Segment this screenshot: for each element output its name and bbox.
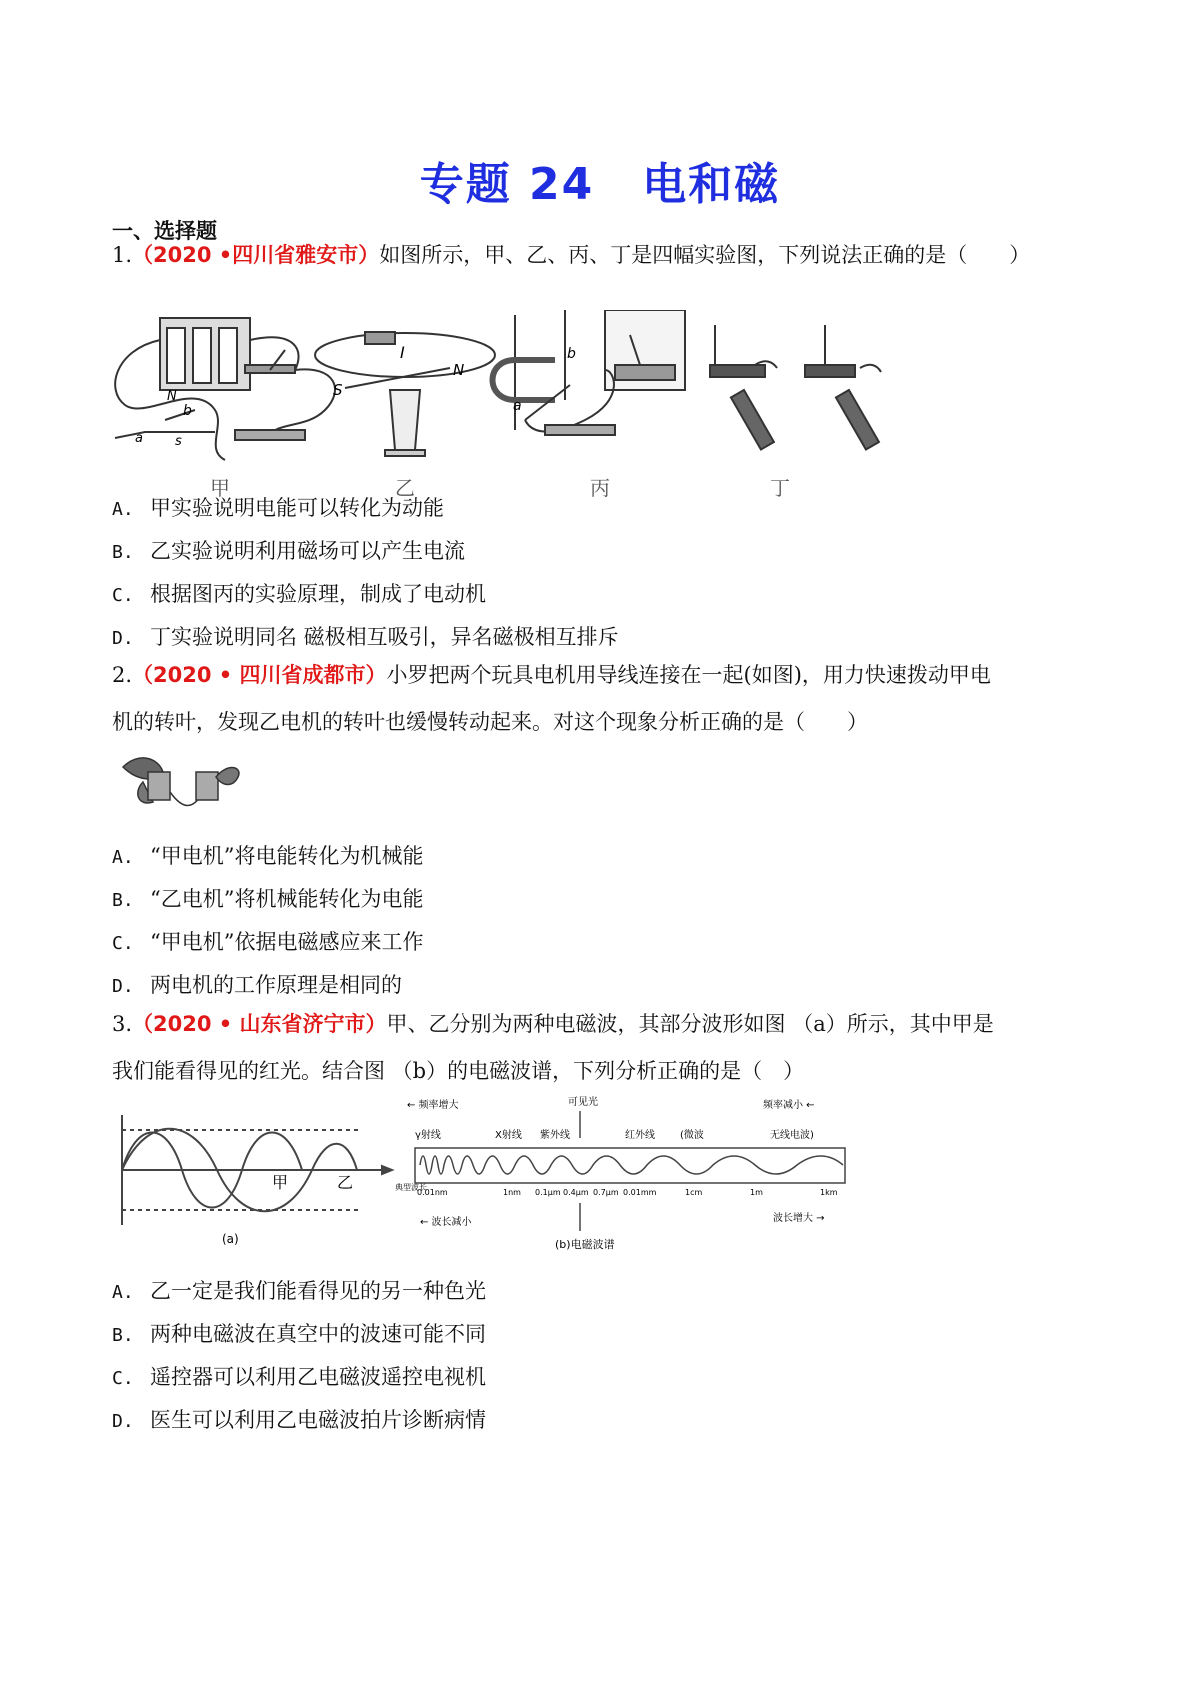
- wavelength-1: 1nm: [503, 1188, 521, 1197]
- question-text-line2: 机的转叶，发现乙电机的转叶也缓慢转动起来。对这个现象分析正确的是（ ）: [112, 710, 868, 734]
- wavelength-decrease-label: ← 波长减小: [420, 1217, 472, 1228]
- wavelength-4: 0.7μm: [593, 1188, 619, 1197]
- wavelength-5: 0.01mm: [623, 1188, 657, 1197]
- visible-light-label: 可见光: [568, 1097, 598, 1108]
- question-source: （2020 • 山东省济宁市）: [132, 1012, 387, 1036]
- title-part2: 电和磁: [642, 159, 781, 210]
- fig-b-caption: (b)电磁波谱: [555, 1238, 615, 1251]
- band-xray: X射线: [495, 1130, 522, 1141]
- question-1: [112, 232, 1102, 279]
- figure-label-jia: 甲: [210, 476, 230, 500]
- figure-label-ding: 丁: [770, 476, 790, 500]
- page-title: [0, 148, 1200, 212]
- band-gamma: γ射线: [415, 1130, 441, 1141]
- svg-text:s: s: [175, 434, 182, 449]
- q1-option-c[interactable]: C. 根据图丙的实验原理，制成了电动机: [112, 582, 486, 606]
- svg-text:a: a: [513, 398, 522, 414]
- band-uv: 紫外线: [540, 1130, 570, 1141]
- svg-text:b: b: [183, 403, 192, 419]
- question-number: 1.: [112, 243, 133, 267]
- wavelength-7: 1m: [750, 1188, 763, 1197]
- question-3: [112, 1001, 1102, 1095]
- svg-text:N: N: [167, 389, 177, 404]
- wave-label-jia: 甲: [272, 1173, 289, 1192]
- question-source: （2020 •四川省雅安市）: [132, 243, 380, 267]
- band-ir: 红外线: [625, 1130, 655, 1141]
- svg-text:a: a: [135, 431, 143, 446]
- title-part1: 专题 24: [419, 159, 595, 210]
- question-2: [112, 652, 1102, 746]
- band-microwave: (微波: [680, 1130, 704, 1141]
- wavelength-row-label: 典型波长: [395, 1183, 427, 1192]
- wavelength-8: 1km: [820, 1188, 838, 1197]
- figure-q2-motors: [118, 752, 248, 814]
- q3-option-d[interactable]: D. 医生可以利用乙电磁波拍片诊断病情: [112, 1408, 486, 1432]
- question-source: （2020 • 四川省成都市）: [132, 663, 387, 687]
- question-text-line1: 甲、乙分别为两种电磁波，其部分波形如图 （a）所示，其中甲是: [386, 1012, 994, 1036]
- question-text: 如图所示，甲、乙、丙、丁是四幅实验图，下列说法正确的是（ ）: [379, 243, 1031, 267]
- figure-q3a-waves: [112, 1110, 397, 1250]
- freq-decrease-label: 频率减小 ←: [763, 1100, 815, 1111]
- freq-increase-label: ← 频率增大: [407, 1100, 459, 1111]
- wavelength-0: 0.01nm: [417, 1188, 448, 1197]
- question-text-line1: 小罗把两个玩具电机用导线连接在一起(如图)，用力快速拨动甲电: [386, 663, 991, 687]
- svg-text:S: S: [333, 381, 343, 399]
- svg-text:b: b: [567, 346, 576, 362]
- question-number: 3.: [112, 1012, 133, 1036]
- fig-a-caption: (a): [222, 1232, 239, 1246]
- q3-option-a[interactable]: A. 乙一定是我们能看得见的另一种色光: [112, 1279, 486, 1303]
- q1-option-a[interactable]: A. 甲实验说明电能可以转化为动能: [112, 496, 444, 520]
- q2-option-d[interactable]: D. 两电机的工作原理是相同的: [112, 973, 402, 997]
- wavelength-increase-label: 波长增大 →: [773, 1213, 825, 1224]
- figure-label-yi: 乙: [395, 476, 415, 500]
- section-heading: 一、选择题: [112, 219, 217, 243]
- figure-q3b-em-spectrum: [395, 1093, 860, 1253]
- wavelength-3: 0.4μm: [563, 1188, 589, 1197]
- q3-option-b[interactable]: B. 两种电磁波在真空中的波速可能不同: [112, 1322, 486, 1346]
- q1-option-b[interactable]: B. 乙实验说明利用磁场可以产生电流: [112, 539, 465, 563]
- question-number: 2.: [112, 663, 133, 687]
- q2-option-b[interactable]: B. “乙电机”将机械能转化为电能: [112, 887, 424, 911]
- figure-q1-experiments: [105, 310, 935, 515]
- q2-option-a[interactable]: A. “甲电机”将电能转化为机械能: [112, 844, 424, 868]
- wave-label-yi: 乙: [337, 1173, 354, 1192]
- q1-option-d[interactable]: D. 丁实验说明同名 磁极相互吸引，异名磁极相互排斥: [112, 625, 619, 649]
- figure-label-bing: 丙: [590, 476, 610, 500]
- wavelength-6: 1cm: [685, 1188, 703, 1197]
- q2-option-c[interactable]: C. “甲电机”依据电磁感应来工作: [112, 930, 424, 954]
- question-text-line2: 我们能看得见的红光。结合图 （b）的电磁波谱，下列分析正确的是（ ）: [112, 1059, 805, 1083]
- band-radio: 无线电波): [770, 1130, 814, 1141]
- wavelength-2: 0.1μm: [535, 1188, 561, 1197]
- svg-text:N: N: [453, 361, 465, 379]
- q3-option-c[interactable]: C. 遥控器可以利用乙电磁波遥控电视机: [112, 1365, 486, 1389]
- svg-text:I: I: [400, 343, 405, 362]
